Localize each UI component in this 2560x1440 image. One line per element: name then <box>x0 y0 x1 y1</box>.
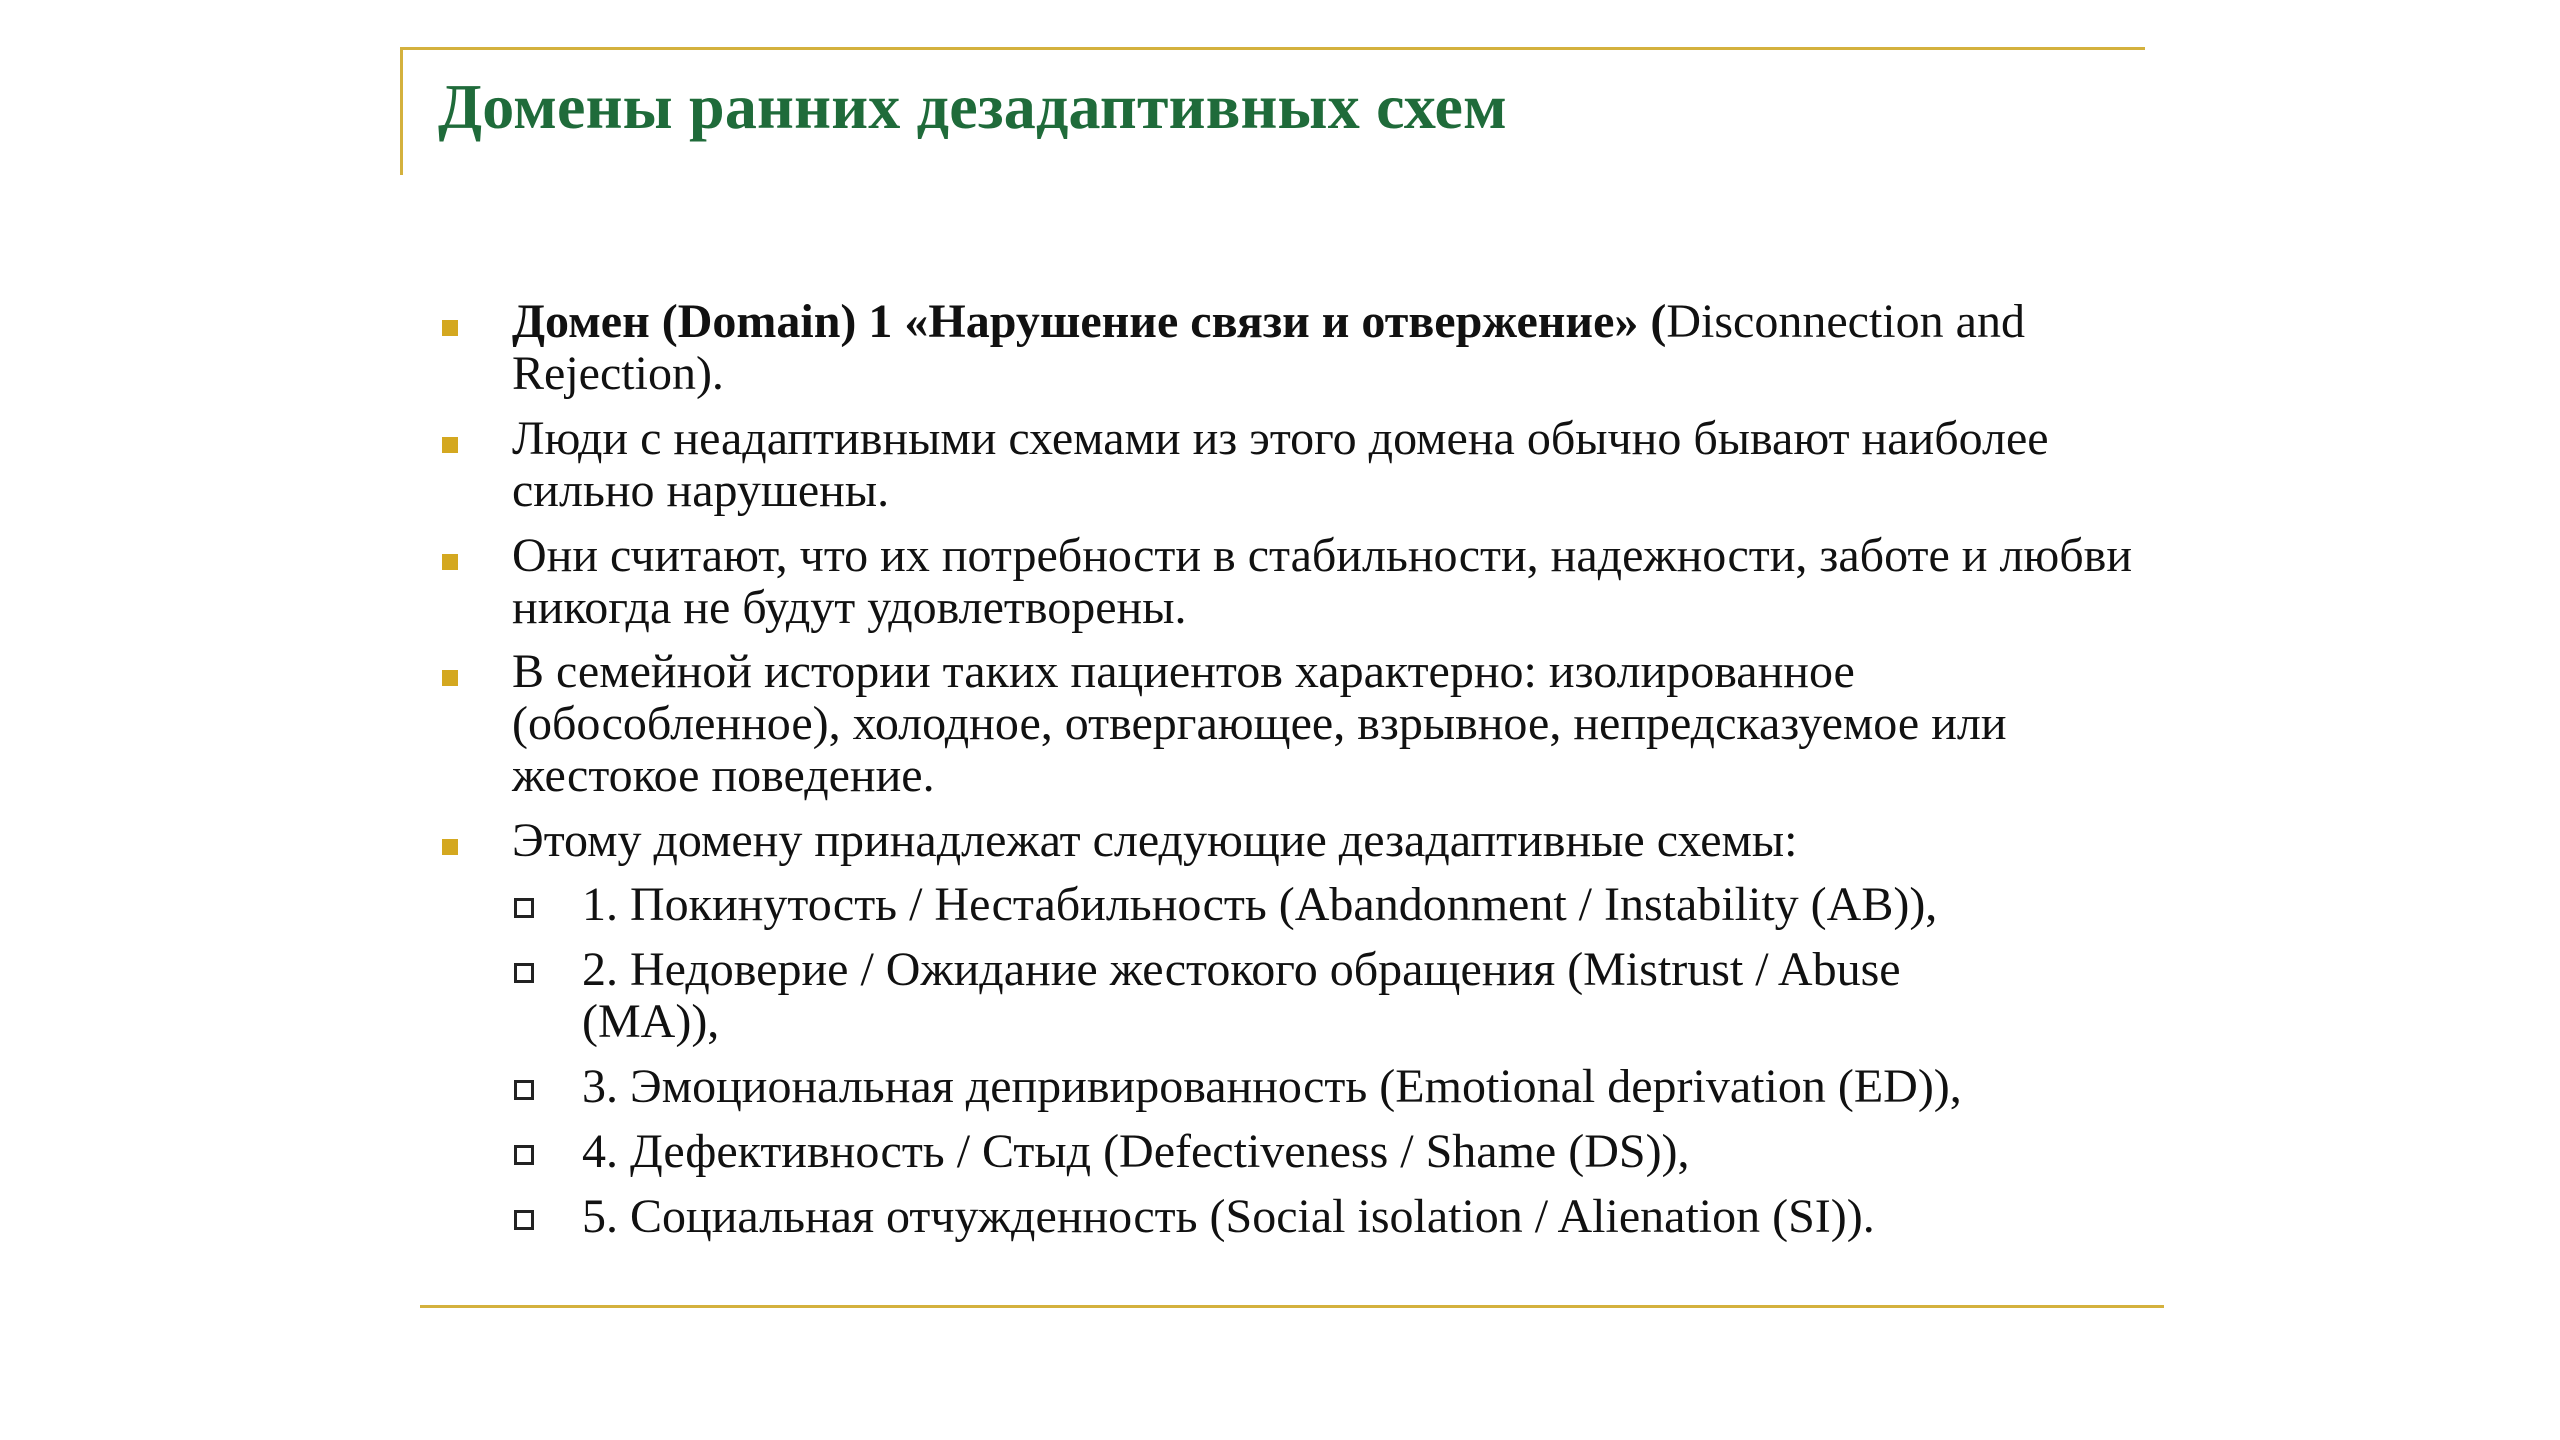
sub-bullet-item: 5. Социальная отчужденность (Social isolation / Alienation (SI)). <box>582 1190 1875 1243</box>
sub-bullet-square-icon <box>514 898 534 918</box>
frame-left-line <box>400 47 403 175</box>
bullet-text: Disconnection and Rejection). <box>512 295 2025 400</box>
sub-bullet-square-icon <box>514 1210 534 1230</box>
bullet-item: Они считают, что их потребности в стабильности, надежности, заботе и любви никогда не будут удовлетворены. <box>512 529 2133 634</box>
bullet-square-icon <box>442 839 458 855</box>
frame-bottom-line <box>420 1305 2164 1308</box>
bullet-item: Люди с неадаптивными схемами из этого домена обычно бывают наиболее сильно нарушены. <box>512 412 2049 517</box>
sub-bullet-square-icon <box>514 963 534 983</box>
bullet-square-icon <box>442 320 458 336</box>
sub-bullet-item: 1. Покинутость / Нестабильность (Abandonment / Instability (AB)), <box>582 878 1938 931</box>
frame-top-line <box>402 47 2145 50</box>
bullet-item: В семейной истории таких пациентов характерно: изолированное (обособленное), холодное, отвергающее, взрывное, непредсказуемое или жестокое поведение. <box>512 645 2007 802</box>
bullet-square-icon <box>442 554 458 570</box>
bullet-square-icon <box>442 670 458 686</box>
bullet-item <box>512 296 2152 400</box>
slide-title: Домены ранних дезадаптивных схем <box>438 71 1507 142</box>
sub-bullet-item: 4. Дефективность / Стыд (Defectiveness / Shame (DS)), <box>582 1125 1690 1178</box>
sub-bullet-square-icon <box>514 1145 534 1165</box>
bullet-item: Этому домену принадлежат следующие дезадаптивные схемы: <box>512 814 1798 867</box>
sub-bullet-item: 3. Эмоциональная депривированность (Emotional deprivation (ED)), <box>582 1060 1962 1113</box>
sub-bullet-square-icon <box>514 1080 534 1100</box>
bullet-square-icon <box>442 437 458 453</box>
bullet-bold-text: Домен (Domain) 1 «Нарушение связи и отвержение» ( <box>512 295 1667 348</box>
sub-bullet-item: 2. Недоверие / Ожидание жестокого обращения (Mistrust / Abuse (MA)), <box>582 943 1901 1048</box>
